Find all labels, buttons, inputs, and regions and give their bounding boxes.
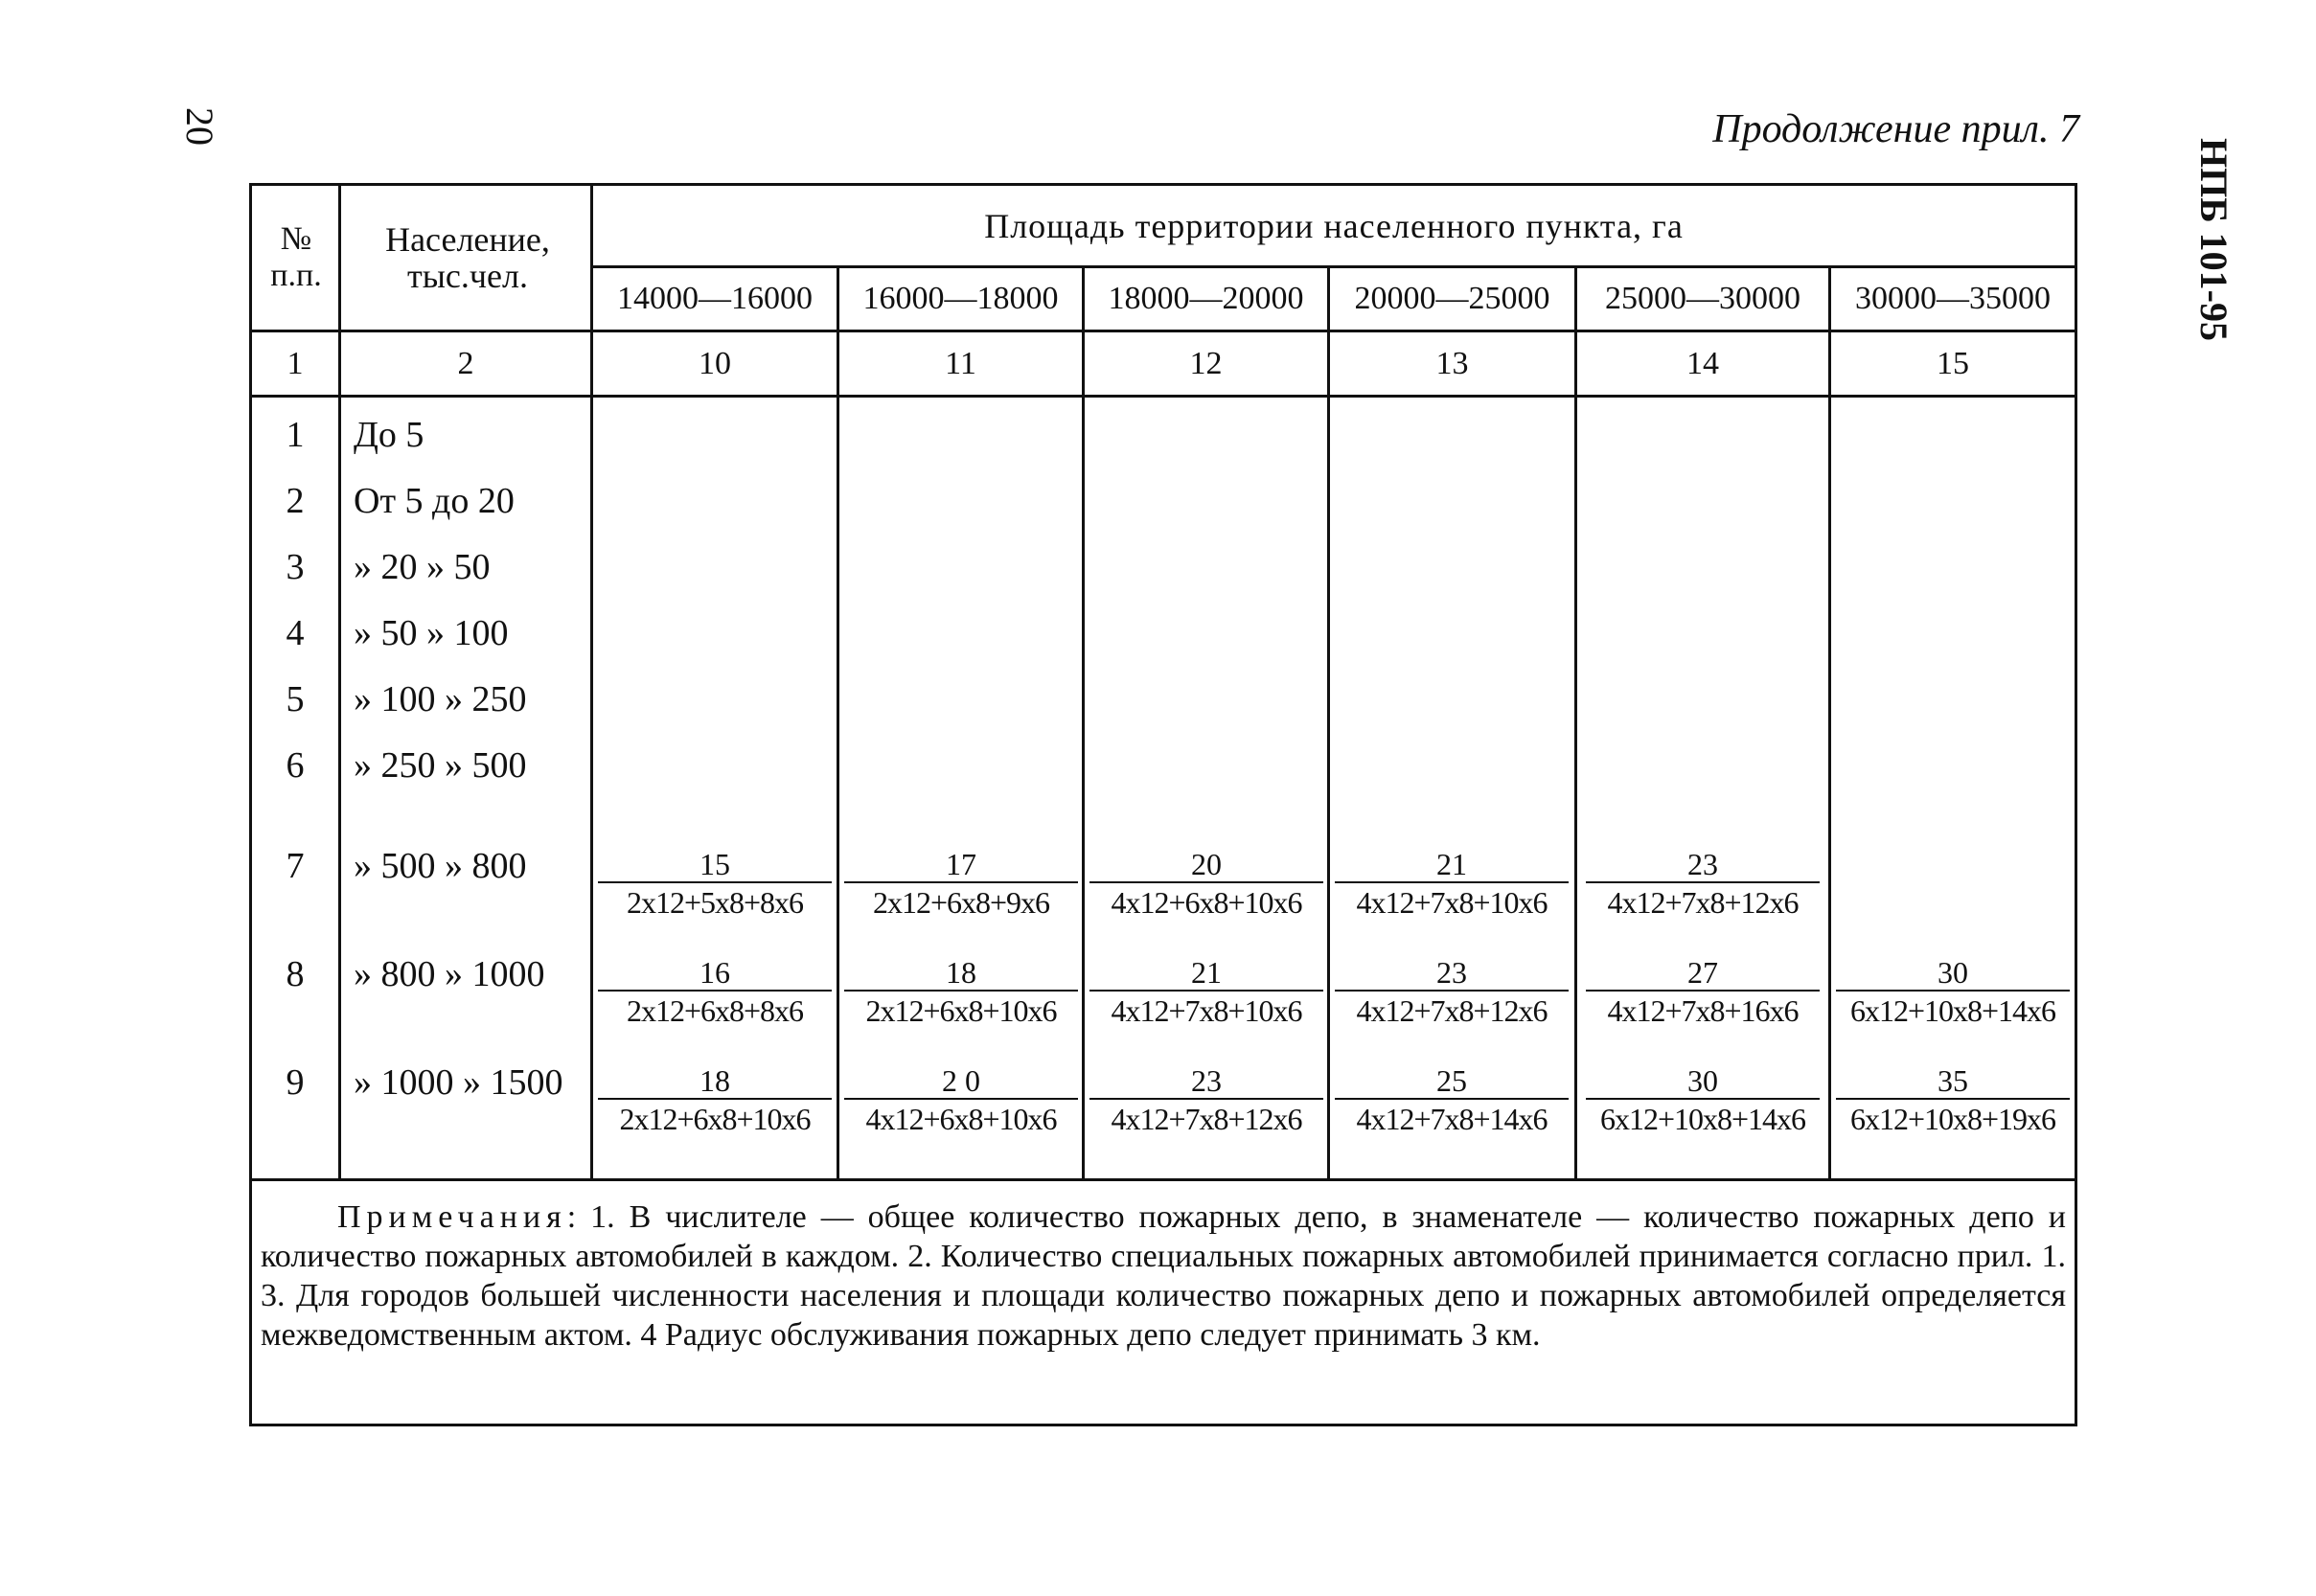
col-number: 13 [1435,345,1469,381]
vehicle-distribution: 4x12+6x8+10x6 [1111,885,1302,920]
vehicle-distribution: 2x12+6x8+10x6 [619,1102,811,1136]
document-code: НПБ 101-95 [2192,138,2236,341]
notes-label: Примечания [337,1199,567,1235]
vehicle-distribution: 4x12+7x8+16x6 [1607,993,1799,1028]
row-number: 9 [286,1062,305,1103]
depot-count: 18 [699,1063,730,1098]
row-number: 4 [286,613,305,653]
rule-under-col-numbers [252,395,2075,398]
vehicle-distribution: 4x12+7x8+10x6 [1356,885,1548,920]
depot-count: 21 [1191,955,1222,990]
depot-count: 17 [946,847,976,881]
vehicle-distribution: 4x12+7x8+12x6 [1356,993,1548,1028]
row-population: От 5 до 20 [354,481,515,521]
rule-col-12 [1327,266,1330,1178]
vehicle-distribution: 2x12+5x8+8x6 [626,885,804,920]
row-population: » 20 » 50 [354,547,491,587]
vehicle-distribution: 4x12+7x8+10x6 [1111,993,1302,1028]
vehicle-distribution: 6x12+10x8+19x6 [1849,1102,2056,1136]
col-number: 15 [1937,345,1969,381]
depot-fraction [1581,845,1824,922]
depot-count: 23 [1191,1063,1222,1098]
vehicle-distribution: 4x12+6x8+10x6 [865,1102,1057,1136]
depot-count: 2 0 [942,1063,980,1098]
vehicle-distribution: 4x12+7x8+12x6 [1111,1102,1302,1136]
row-population: » 1000 » 1500 [354,1062,563,1103]
depot-fraction [593,1061,837,1138]
depot-fraction [1581,1061,1824,1138]
row-number: 6 [286,745,305,786]
col-number: 10 [699,345,731,381]
depot-fraction [839,953,1083,1030]
depot-count: 16 [699,955,730,990]
continuation-caption: Продолжение прил. 7 [1712,107,2079,151]
depot-fraction [1831,953,2075,1030]
header-range: 14000—16000 [617,281,813,316]
rule-col-13 [1574,266,1577,1178]
header-range: 25000—30000 [1605,281,1800,316]
col-number: 14 [1686,345,1719,381]
col-number: 12 [1189,345,1223,381]
depot-count: 30 [1938,955,1968,990]
header-area: Площадь территории населенного пункта, га [984,206,1684,245]
depot-count: 27 [1687,955,1718,990]
col-number: 1 [287,345,304,381]
depot-count: 30 [1687,1063,1718,1098]
depot-count: 25 [1436,1063,1467,1098]
depot-count: 35 [1938,1063,1968,1098]
header-population: Население, тыс.чел. [385,220,550,295]
depot-fraction [1581,953,1824,1030]
row-number: 1 [286,415,305,455]
vehicle-distribution: 4x12+7x8+14x6 [1356,1102,1548,1136]
depot-fraction [593,953,837,1030]
row-number: 8 [286,954,305,994]
table-notes [261,1197,2066,1408]
depot-fraction [1330,1061,1573,1138]
depot-fraction [839,1061,1083,1138]
rule-col-14 [1828,266,1831,1178]
row-number: 2 [286,481,305,521]
header-range: 20000—25000 [1354,281,1550,316]
row-population: » 100 » 250 [354,679,527,719]
row-population: » 50 » 100 [354,613,509,653]
rule-col-10 [837,266,839,1178]
depot-count: 15 [699,847,730,881]
depot-fraction [1085,845,1328,922]
col-number: 11 [945,345,976,381]
page-number: 20 [178,107,221,146]
row-population: » 800 » 1000 [354,954,545,994]
vehicle-distribution: 2x12+6x8+10x6 [865,993,1057,1028]
row-number: 7 [286,846,305,886]
rule-above-notes [252,1178,2075,1181]
row-population: » 250 » 500 [354,745,527,786]
depot-count: 20 [1191,847,1222,881]
depot-count: 23 [1687,847,1718,881]
row-population: » 500 » 800 [354,846,527,886]
row-number: 3 [286,547,305,587]
vehicle-distribution: 4x12+7x8+12x6 [1607,885,1799,920]
depot-fraction [593,845,837,922]
col-number: 2 [457,345,474,381]
rule-col-11 [1082,266,1085,1178]
vehicle-distribution: 2x12+6x8+8x6 [626,993,804,1028]
header-range: 18000—20000 [1108,281,1304,316]
depot-fraction [1831,1061,2075,1138]
depot-count: 18 [946,955,976,990]
depot-count: 23 [1436,955,1467,990]
notes-text: : 1. В числителе — общее количество пожарных депо, в знаменателе — количество пожарных депо и количество пожарных автомобилей в каждом. 2. Количество специальных пожарных автомобилей принимается согласно прил. 1. 3. Для городов большей численности населения и площади количество пожарных депо и пожарных автомобилей определяется межведомственным актом. 4 Радиус обслуживания пожарных депо следует принимать 3 км. [261,1199,2066,1353]
depot-fraction [1330,845,1573,922]
vehicle-distribution: 6x12+10x8+14x6 [1849,993,2056,1028]
vehicle-distribution: 6x12+10x8+14x6 [1599,1102,1806,1136]
depot-fraction [1085,953,1328,1030]
depot-fraction [1330,953,1573,1030]
depot-fraction [1085,1061,1328,1138]
vehicle-distribution: 2x12+6x8+9x6 [872,885,1050,920]
row-population: До 5 [354,415,424,455]
header-range: 16000—18000 [862,281,1059,316]
depot-fraction [839,845,1083,922]
row-number: 5 [286,679,305,719]
depot-count: 21 [1436,847,1467,881]
header-range: 30000—35000 [1855,281,2051,316]
header-num: № п.п. [270,221,322,293]
